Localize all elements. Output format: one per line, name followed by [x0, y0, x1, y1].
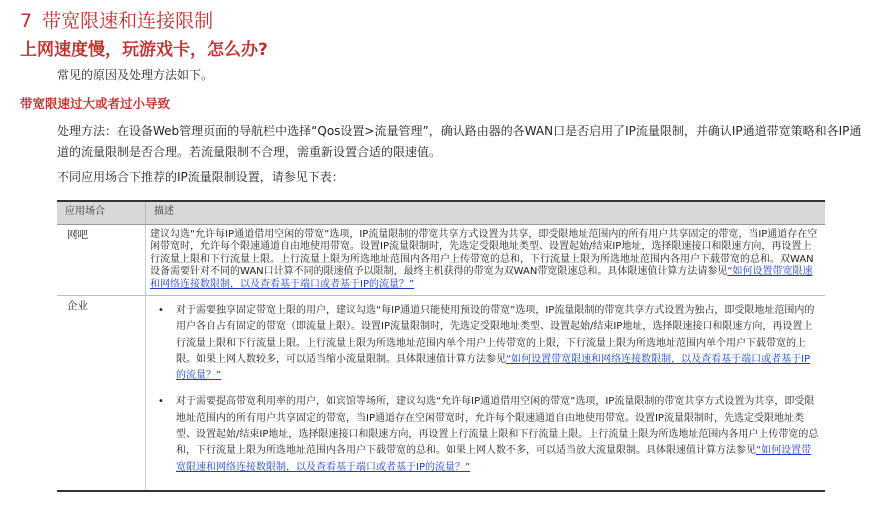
scene-cell: 企业	[57, 296, 146, 491]
ip-flow-limit-table	[57, 200, 825, 492]
list-item	[150, 303, 819, 384]
table-row	[57, 296, 825, 491]
header-scene: 应用场合	[57, 201, 146, 224]
help-link[interactable]: “如何设置带宽限速和网络连接数限制，以及查看基于端口或者基于IP的流量？”	[176, 353, 811, 382]
list-item-text: 对于需要提高带宽利用率的用户，如宾馆等场所，建议勾选“允许每IP通道借用空闲的带宽”选项，IP流量限制的带宽共享方式设置为共享，即受限地址范围内的所有用户共享固定的带宽，当IP通道存在空闲带宽时，允许每个限速通道自由地使用带宽。设置IP流量限制时，先选定受限地址类型、设置起始/结束IP地址，选择限速接口和限速方向，再设置上行流量上限和下行流量上限。上行流量上限为所选地址范围内各用户上传带宽的总和，下行流量上限为所选地址范围内各用户下载带宽的总和。如果上网人数不多，可以适当放大流量限制。具体限速值计算方法参见	[176, 396, 819, 457]
bullet-list	[150, 303, 819, 476]
help-link[interactable]: “如何设置带宽限速和网络连接数限制，以及查看基于端口或者基于IP的流量？”	[176, 445, 812, 473]
section-title	[20, 6, 213, 33]
bullet-icon: •	[158, 396, 164, 408]
description-text: 建议勾选“允许每IP通道借用空闲的带宽”选项，IP流量限制的带宽共享方式设置为共享，即受限地址范围内的所有用户共享固定的带宽，当IP通道存在空闲带宽时，允许每个限速通道自由地使用带宽。设置IP流量限制时，先选定受限地址类型、设置起始/结束IP地址，选择限速接口和限速方向，再设置上行流量上限和下行流量上限。上行流量上限为所选地址范围内各用户上传带宽的总和，下行流量上限为所选地址范围内各用户下载带宽的总和。双WAN设备需要针对不同的WAN口计算不同的限速值予以限制，最终主机获得的带宽为双WAN带宽限速总和。具体限速值计算方法请参见	[150, 228, 818, 277]
list-item-text: 对于需要独享固定带宽上限的用户，建议勾选“每IP通道只能使用预设的带宽”选项，IP流量限制的带宽共享方式设置为独占，即受限地址范围内的用户各自占有固定的带宽（即流量上限）。设置IP流量限制时，先选定受限地址类型、设置起始/结束IP地址，选择限速接口和限速方向，再设置上行流量上限和下行流量上限。上行流量上限为所选地址范围内单个用户上传带宽的上限，下行流量上限为所选地址范围内单个用户下载带宽的上限。如果上网人数较多，可以适当缩小流量限制。具体限速值计算方法参见	[176, 305, 815, 365]
help-link[interactable]: “如何设置带宽限速和网络连接数限制，以及查看基于端口或者基于IP的流量？”	[150, 266, 813, 290]
header-description: 描述	[146, 201, 826, 224]
subheading: 带宽限速过大或者过小导致	[20, 96, 171, 111]
table-header-row	[57, 201, 825, 224]
section-title-text: 带宽限速和连接限制	[42, 10, 214, 32]
table-intro: 不同应用场合下推荐的IP流量限制设置，请参见下表：	[57, 170, 344, 184]
method-paragraph: 处理方法：在设备Web管理页面的导航栏中选择“Qos设置>流量管理”，确认路由器的各WAN口是否启用了IP流量限制，并确认IP通道带宽策略和各IP通道的流量限制是否合理。若流量限制不合理，需重新设置合适的限速值。	[57, 124, 862, 159]
bullet-icon: •	[158, 305, 164, 316]
description-cell	[146, 224, 826, 296]
intro-text: 常见的原因及处理方法如下。	[57, 68, 214, 82]
list-item	[150, 394, 819, 475]
table-row	[57, 224, 825, 296]
question-heading: 上网速度慢，玩游戏卡，怎么办?	[20, 40, 268, 60]
description-cell	[146, 296, 826, 491]
scene-cell: 网吧	[57, 224, 146, 296]
section-number: 7	[20, 10, 33, 32]
